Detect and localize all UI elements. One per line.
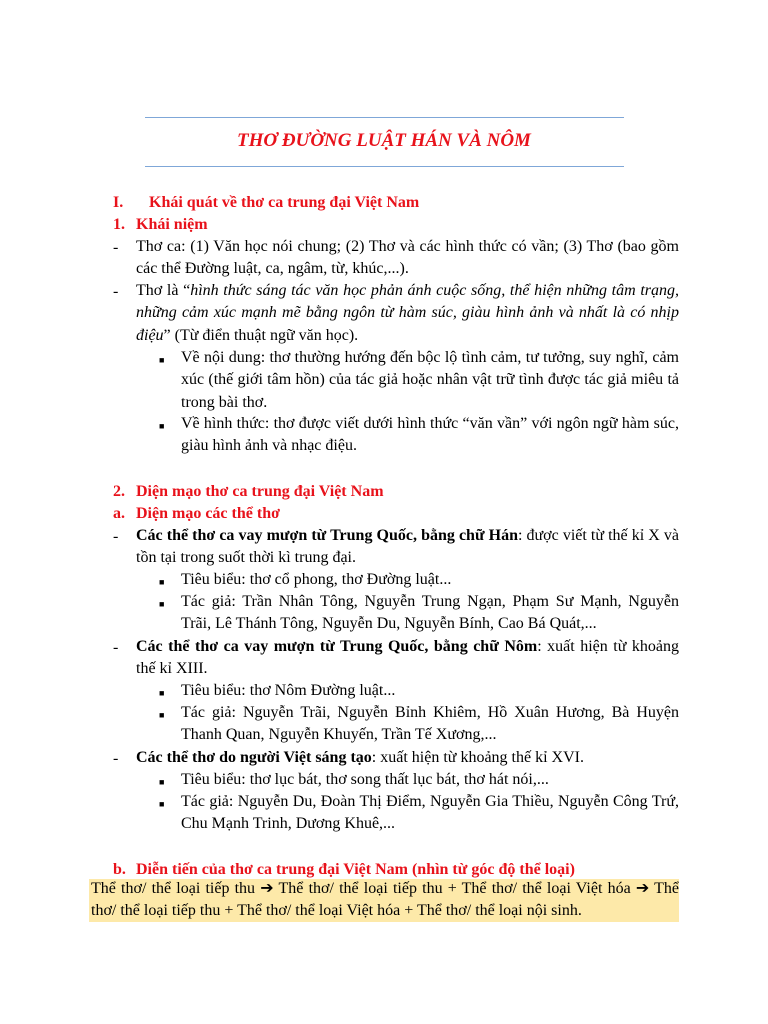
square-bullet: ■	[159, 777, 165, 787]
nom-poetry-label: Các thể thơ ca vay mượn từ Trung Quốc, bằng chữ Nôm	[136, 638, 538, 655]
native-authors: Tác giả: Nguyễn Du, Đoàn Thị Điểm, Nguyễn Gia Thiều, Nguyễn Công Trứ, Chu Mạnh Trinh, Dương Khuê,...	[181, 793, 679, 833]
han-examples: Tiêu biểu: thơ cổ phong, thơ Đường luật...	[181, 571, 452, 588]
square-bullet: ■	[159, 688, 165, 698]
dash-bullet: -	[113, 528, 119, 545]
subsection-b-number: b.	[113, 861, 126, 878]
subsection-1-heading: Khái niệm	[136, 216, 208, 233]
section-1-heading: Khái quát về thơ ca trung đại Việt Nam	[149, 194, 420, 211]
section-2-number: 2.	[113, 483, 125, 500]
section-1-number: I.	[113, 194, 124, 211]
subsection-a-number: a.	[113, 505, 125, 522]
title-rule-top	[145, 117, 624, 118]
square-bullet: ■	[159, 710, 165, 720]
square-bullet: ■	[159, 421, 165, 431]
han-poetry-text: : được viết từ thế kỉ X và tồn tại trong suốt thời kì trung đại.	[136, 527, 679, 567]
quote-open: Thơ là “	[136, 282, 191, 299]
flow-part-3: Thể thơ/ thể loại tiếp thu + Thể thơ/ thể loại Việt hóa + Thể thơ/ thể loại nội sinh.	[91, 880, 680, 920]
square-bullet: ■	[159, 799, 165, 809]
dash-bullet: -	[113, 283, 119, 300]
native-poetry-text: : xuất hiện từ khoảng thế kỉ XVI.	[371, 749, 584, 766]
nom-authors: Tác giả: Nguyễn Trãi, Nguyễn Bỉnh Khiêm, Hồ Xuân Hương, Bà Huyện Thanh Quan, Nguyễn Khuyến, Trần Tế Xương,...	[181, 704, 679, 744]
dash-bullet: -	[113, 750, 119, 767]
native-poetry-label: Các thể thơ do người Việt sáng tạo	[136, 749, 372, 766]
dash-bullet: -	[113, 639, 119, 656]
nom-poetry-text: : xuất hiện từ khoảng thế kỉ XIII.	[136, 638, 679, 678]
han-poetry-paragraph	[136, 525, 679, 570]
subsection-a-heading: Diện mạo các thể thơ	[136, 505, 280, 522]
content-bullet: Về nội dung: thơ thường hướng đến bộc lộ tình cảm, tư tưởng, suy nghĩ, cảm xúc (thế giới tâm hồn) của tác giả hoặc nhân vật trữ tình được tác giả miêu tả trong bài thơ.	[181, 349, 679, 411]
quote-close: ” (Từ điển thuật ngữ văn học).	[163, 326, 359, 344]
arrow-right-icon: ➔	[260, 880, 274, 897]
definition-paragraph-1: Thơ ca: (1) Văn học nói chung; (2) Thơ và các hình thức có vần; (3) Thơ (bao gồm các thể Đường luật, ca, ngâm, từ, khúc,...).	[136, 238, 679, 278]
arrow-right-icon: ➔	[635, 880, 650, 897]
native-poetry-paragraph	[136, 747, 679, 769]
form-bullet: Về hình thức: thơ được viết dưới hình thức “văn vần” với ngôn ngữ hàm súc, giàu hình ảnh và nhạc điệu.	[181, 415, 679, 455]
flow-part-2: Thể thơ/ thể loại tiếp thu + Thể thơ/ thể loại Việt hóa	[273, 880, 636, 897]
flow-part-1: Thể thơ/ thể loại tiếp thu	[91, 880, 261, 897]
quote-italic: hình thức sáng tác văn học phản ánh cuộc sống, thể hiện những tâm trạng, những cảm xúc mạnh mẽ bằng ngôn từ hàm súc, giàu hình ảnh và nhất là có nhịp điệu	[136, 282, 679, 344]
evolution-flow-text	[91, 878, 679, 923]
square-bullet: ■	[159, 599, 165, 609]
subsection-b-heading: Diễn tiến của thơ ca trung đại Việt Nam (nhìn từ góc độ thể loại)	[136, 861, 575, 878]
dash-bullet: -	[113, 239, 119, 256]
definition-paragraph-2	[136, 280, 679, 347]
nom-poetry-paragraph	[136, 636, 679, 681]
nom-examples: Tiêu biểu: thơ Nôm Đường luật...	[181, 682, 396, 699]
title-rule-bottom	[145, 166, 624, 167]
square-bullet: ■	[159, 577, 165, 587]
native-examples: Tiêu biểu: thơ lục bát, thơ song thất lục bát, thơ hát nói,...	[181, 771, 549, 788]
han-authors: Tác giả: Trần Nhân Tông, Nguyễn Trung Ngạn, Phạm Sư Mạnh, Nguyễn Trãi, Lê Thánh Tông, Nguyễn Du, Nguyễn Bính, Cao Bá Quát,...	[181, 593, 679, 633]
han-poetry-label: Các thể thơ ca vay mượn từ Trung Quốc, bằng chữ Hán	[136, 527, 518, 544]
subsection-1-number: 1.	[113, 216, 125, 233]
square-bullet: ■	[159, 355, 165, 365]
section-2-heading: Diện mạo thơ ca trung đại Việt Nam	[136, 483, 384, 500]
document-title: THƠ ĐƯỜNG LUẬT HÁN VÀ NÔM	[237, 130, 531, 151]
